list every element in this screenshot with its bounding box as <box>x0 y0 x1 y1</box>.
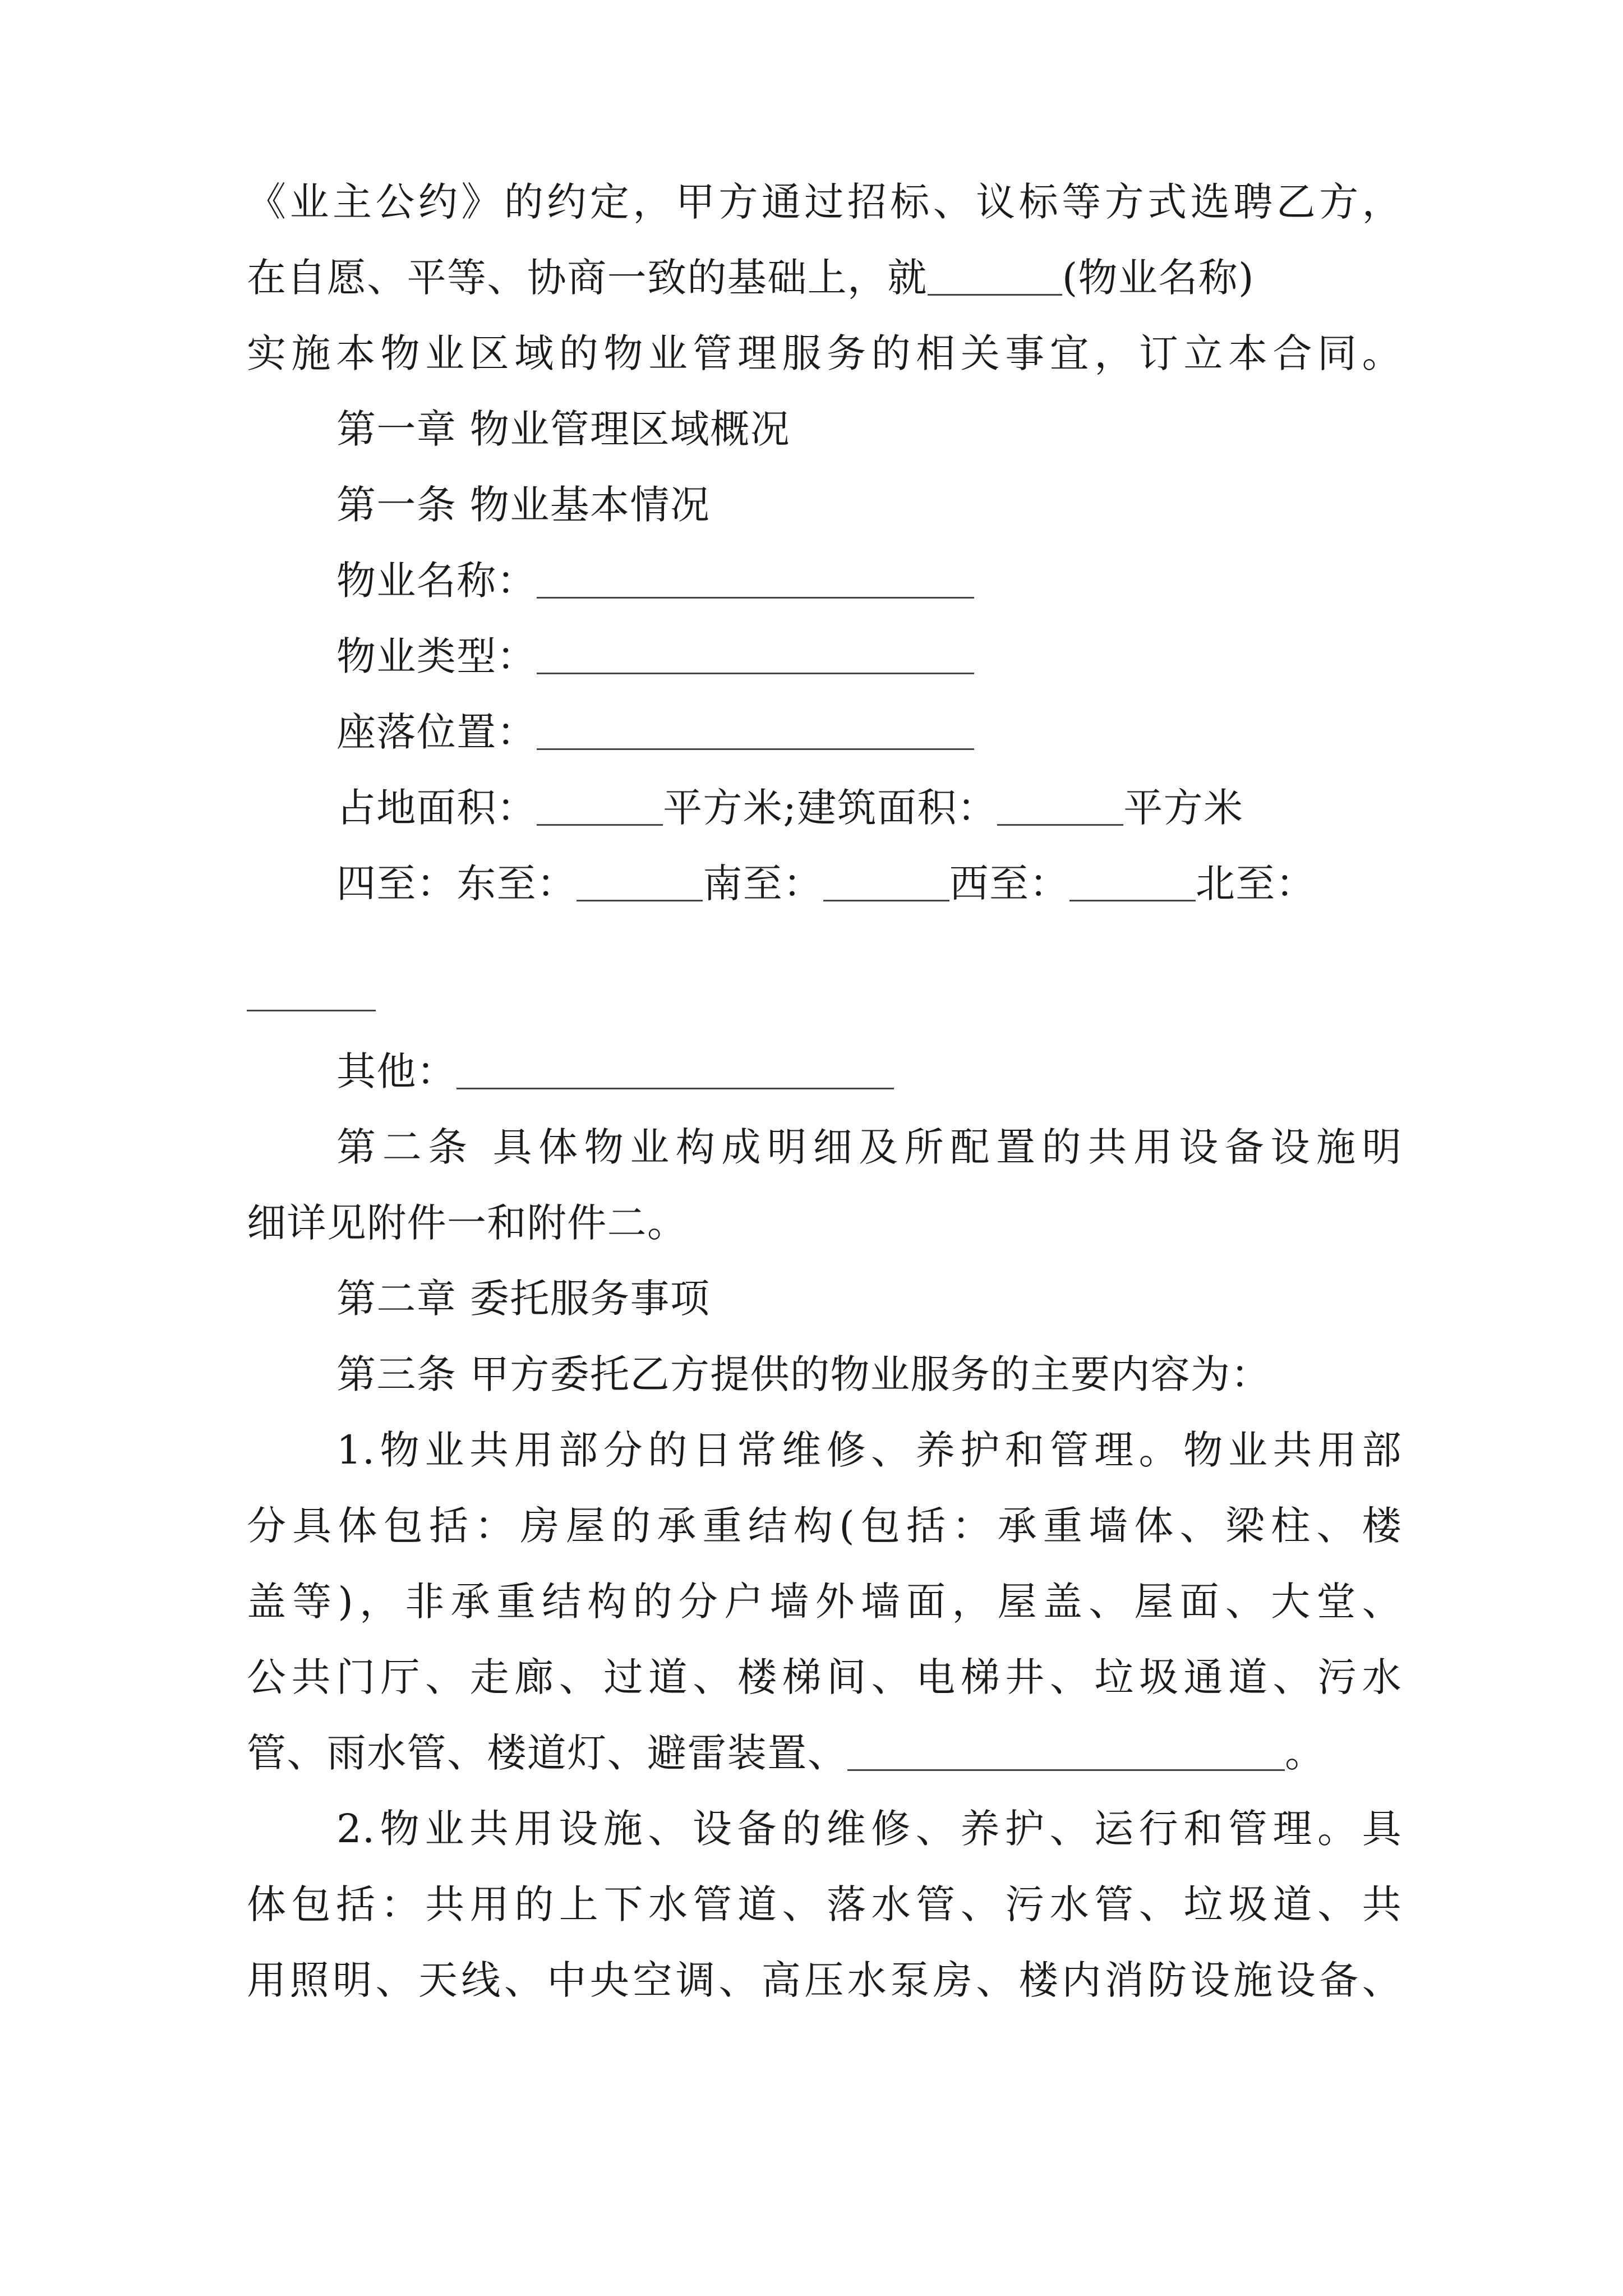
other-label: 其他： <box>336 1048 457 1094</box>
other-field <box>336 1043 1402 1099</box>
north-label: 北至： <box>1195 861 1316 907</box>
south-blank <box>823 861 949 901</box>
chapter-1-title: 第一章 物业管理区域概况 <box>336 406 791 452</box>
item-1-line-4: 公共门厅、走廊、过道、楼梯间、电梯井、垃圾通道、污水 <box>247 1654 1402 1700</box>
property-type-label: 物业类型： <box>336 633 537 679</box>
other-blank <box>457 1048 894 1089</box>
item-1-blank <box>847 1730 1285 1771</box>
item-1-line-5-text: 管、雨水管、楼道灯、避雷装置、 <box>247 1730 847 1776</box>
property-name-label: 物业名称： <box>336 558 537 604</box>
east-blank <box>577 861 703 901</box>
area-field <box>336 780 1402 836</box>
item-1-line-5 <box>247 1725 1402 1781</box>
property-name-blank <box>928 255 1062 296</box>
building-area-unit: 平方米 <box>1123 785 1244 831</box>
land-area-label: 占地面积： <box>336 785 537 831</box>
land-area-blank <box>537 785 663 826</box>
south-label: 南至： <box>703 861 823 907</box>
property-name-input-line <box>537 558 974 599</box>
boundaries-field <box>336 855 1402 912</box>
building-area-blank <box>997 785 1123 826</box>
intro-line-3: 实施本物业区域的物业管理服务的相关事宜，订立本合同。 <box>247 330 1402 376</box>
building-area-label: 建筑面积： <box>797 785 998 831</box>
item-2-line-1: 2.物业共用设施、设备的维修、养护、运行和管理。具 <box>336 1806 1402 1852</box>
intro-line-2-text: 在自愿、平等、协商一致的基础上，就 <box>247 255 928 301</box>
article-2-line-1: 第二条 具体物业构成明细及所配置的共用设备设施明 <box>336 1124 1402 1170</box>
item-1-line-1: 1.物业共用部分的日常维修、养护和管理。物业共用部 <box>336 1427 1402 1473</box>
item-1-line-5-end: 。 <box>1285 1730 1325 1776</box>
north-blank <box>247 1010 376 1011</box>
property-type-field <box>336 628 1402 684</box>
boundaries-label: 四至： <box>336 861 457 907</box>
item-2-line-3: 用照明、天线、中央空调、高压水泵房、楼内消防设施设备、 <box>247 1957 1402 2003</box>
article-1-title: 第一条 物业基本情况 <box>336 482 711 528</box>
location-field <box>336 704 1402 760</box>
location-label: 座落位置： <box>336 709 537 755</box>
chapter-2-title: 第二章 委托服务事项 <box>336 1276 711 1322</box>
west-blank <box>1069 861 1196 901</box>
west-label: 西至： <box>949 861 1069 907</box>
property-type-input-line <box>537 633 974 674</box>
item-2-line-2: 体包括：共用的上下水管道、落水管、污水管、垃圾道、共 <box>247 1881 1402 1927</box>
article-3-title: 第三条 甲方委托乙方提供的物业服务的主要内容为： <box>336 1351 1271 1397</box>
land-area-unit: 平方米; <box>663 785 797 831</box>
item-1-line-2: 分具体包括：房屋的承重结构(包括：承重墙体、梁柱、楼 <box>247 1503 1402 1549</box>
intro-line-2 <box>247 250 1402 306</box>
intro-line-2-suffix: (物业名称) <box>1062 255 1255 301</box>
item-1-line-3: 盖等)，非承重结构的分户墙外墙面，屋盖、屋面、大堂、 <box>247 1579 1402 1625</box>
property-name-field <box>336 553 1402 609</box>
location-input-line <box>537 709 974 750</box>
intro-line-1: 《业主公约》的约定，甲方通过招标、议标等方式选聘乙方， <box>247 179 1402 225</box>
article-2-line-2: 细详见附件一和附件二。 <box>247 1200 688 1246</box>
east-label: 东至： <box>457 861 577 907</box>
